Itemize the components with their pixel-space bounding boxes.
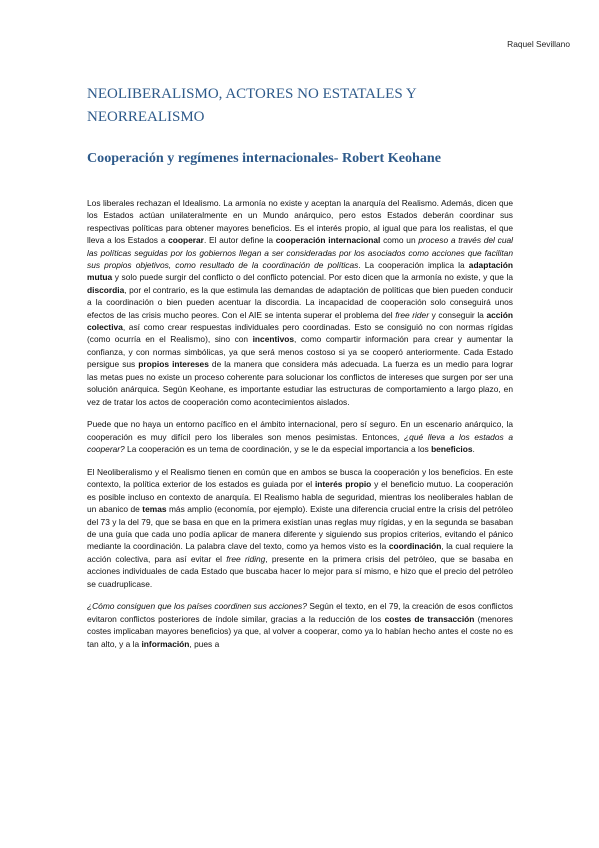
bold-term: discordia xyxy=(87,284,125,295)
bold-term: incentivos xyxy=(252,334,295,345)
document-title: NEOLIBERALISMO, ACTORES NO ESTATALES Y NEORREALISMO xyxy=(87,86,417,125)
text-run: . xyxy=(472,444,475,455)
text-run: , así como crear respuestas individuales pero coordinadas. Esto se consiguió no con normas rígidas (como ocurría en el Realismo), sino con xyxy=(87,322,513,345)
text-run: y conseguir la xyxy=(429,309,487,320)
text-run: , la cual requiere la acción colectiva, para así evitar el xyxy=(87,541,514,564)
bold-term: acción colectiva xyxy=(87,309,513,333)
bold-term: coordinación xyxy=(388,541,442,552)
italic-phrase: free rider xyxy=(395,309,429,320)
italic-phrase: free riding xyxy=(226,553,266,564)
text-run: , como compartir información para crear y aumentar la confianza, y con normas simbólicas, ya que será menos costoso si ya se cooperó anteriormente. Cada Estado persigue sus xyxy=(87,334,513,370)
text-run: El Neoliberalismo y el Realismo tienen en común que en ambos se busca la cooperación y los beneficios. En este contexto, la política exterior de los estados es guiada por el xyxy=(87,466,513,490)
bold-term: beneficios xyxy=(431,444,473,455)
text-run: Según el texto, en el 79, la creación de esos conflictos evitaron conflictos posteriores de índole similar, gracias a la reducción de los xyxy=(87,601,513,624)
bold-term: propios intereses xyxy=(138,359,209,370)
italic-phrase: ¿qué lleva a los estados a cooperar? xyxy=(87,431,513,455)
bold-term: costes de transacción xyxy=(384,613,475,624)
text-run: , presente en la primera crisis del petróleo, que se basaba en acciones individuales de cada Estado que buscaba hacer lo mejor para sí mismo, e hizo que el precio del petróleo se cuadruplicase. xyxy=(87,553,513,589)
text-run: y solo puede surgir del conflicto o del conflicto potencial. Por esto dicen que la armonía no existe, y que la xyxy=(112,272,513,283)
paragraph-2 xyxy=(87,418,513,455)
bold-term: adaptación mutua xyxy=(87,260,513,283)
bold-term: información xyxy=(141,638,190,649)
text-run: (menores costes implicaban mayores beneficios) ya que, al volver a cooperar, como ya lo habían hecho antes el coste no es tan alto, y a la xyxy=(87,613,513,649)
section-subtitle: Cooperación y regímenes internacionales- Robert Keohane xyxy=(87,150,441,166)
header-author: Raquel Sevillano xyxy=(507,39,570,49)
text-run: de la manera que considera más adecuada. La fuerza es un medio para lograr las metas pues no existe un proceso coherente para solucionar los conflictos de intereses que surgen por ser una solución anárquica. Según Keohane, es importante estudiar las estructuras de comportamiento a largo plazo, en vez de tratar los actos de cooperación como acontecimientos aislados. xyxy=(87,359,513,407)
text-run: como un xyxy=(380,235,419,246)
text-run: . El autor define la xyxy=(203,235,276,246)
paragraph-3 xyxy=(87,466,513,590)
text-run: , pues a xyxy=(189,638,220,649)
paragraph-1 xyxy=(87,197,513,408)
text-run: . La cooperación implica la xyxy=(358,260,469,271)
bold-term: cooperar xyxy=(168,235,204,246)
paragraph-4 xyxy=(87,600,513,650)
text-run: La cooperación es un tema de coordinación, y se le da especial importancia a los xyxy=(124,444,432,455)
italic-phrase: proceso a través del cual las políticas seguidas por los gobiernos llegan a ser consideradas por los asociados como acciones que facilitan sus propios objetivos, como resultado de la coordinación de políticas xyxy=(87,235,513,271)
bold-term: interés propio xyxy=(314,479,372,490)
text-run: Puede que no haya un entorno pacífico en el ámbito internacional, pero sí seguro. En un escenario anárquico, la cooperación es muy difícil pero los liberales son menos pesimistas. Entonces, xyxy=(87,419,513,442)
italic-phrase: ¿Cómo consiguen que los países coordinen sus acciones? xyxy=(87,601,307,612)
text-run: Los liberales rechazan el Idealismo. La armonía no existe y aceptan la anarquía del Realismo. Además, dicen que los Estados actúan unilateralmente en un Mundo anárquico, pero estos Estados deberán coordinar sus respectivas políticas para obtener mayores beneficios. Es el interés propio, al igual que para los realistas, el que lleva a los Estados a xyxy=(87,198,513,246)
body-text xyxy=(87,197,513,660)
bold-term: cooperación internacional xyxy=(275,235,381,246)
text-run: más amplio (economía, por ejemplo). Existe una diferencia crucial entre la crisis del petróleo del 73 y la del 79, que se basa en que en la primera existían unas reglas muy rígidas, y en la segunda se basaban de una guía que cada uno podía aplicar de manera diferente y siguiendo sus propios criterios, evitando el pánico mediante la coordinación. La palabra clave del texto, como ya hemos visto es la xyxy=(87,504,514,552)
bold-term: temas xyxy=(142,504,167,515)
text-run: , por el contrario, es la que estimula las demandas de adaptación de políticas que bien pueden conducir a la coordinación o bien pueden acentuar la discordia. La incapacidad de cooperación solo conseguirá unos efectos de las crisis mucho peores. Con el AIE se intenta superar el problema del xyxy=(87,284,513,320)
text-run: y el beneficio mutuo. La cooperación es posible incluso en contexto de anarquía. El Realismo habla de seguridad, mientras los neoliberales hablan de un abanico de xyxy=(87,479,513,515)
